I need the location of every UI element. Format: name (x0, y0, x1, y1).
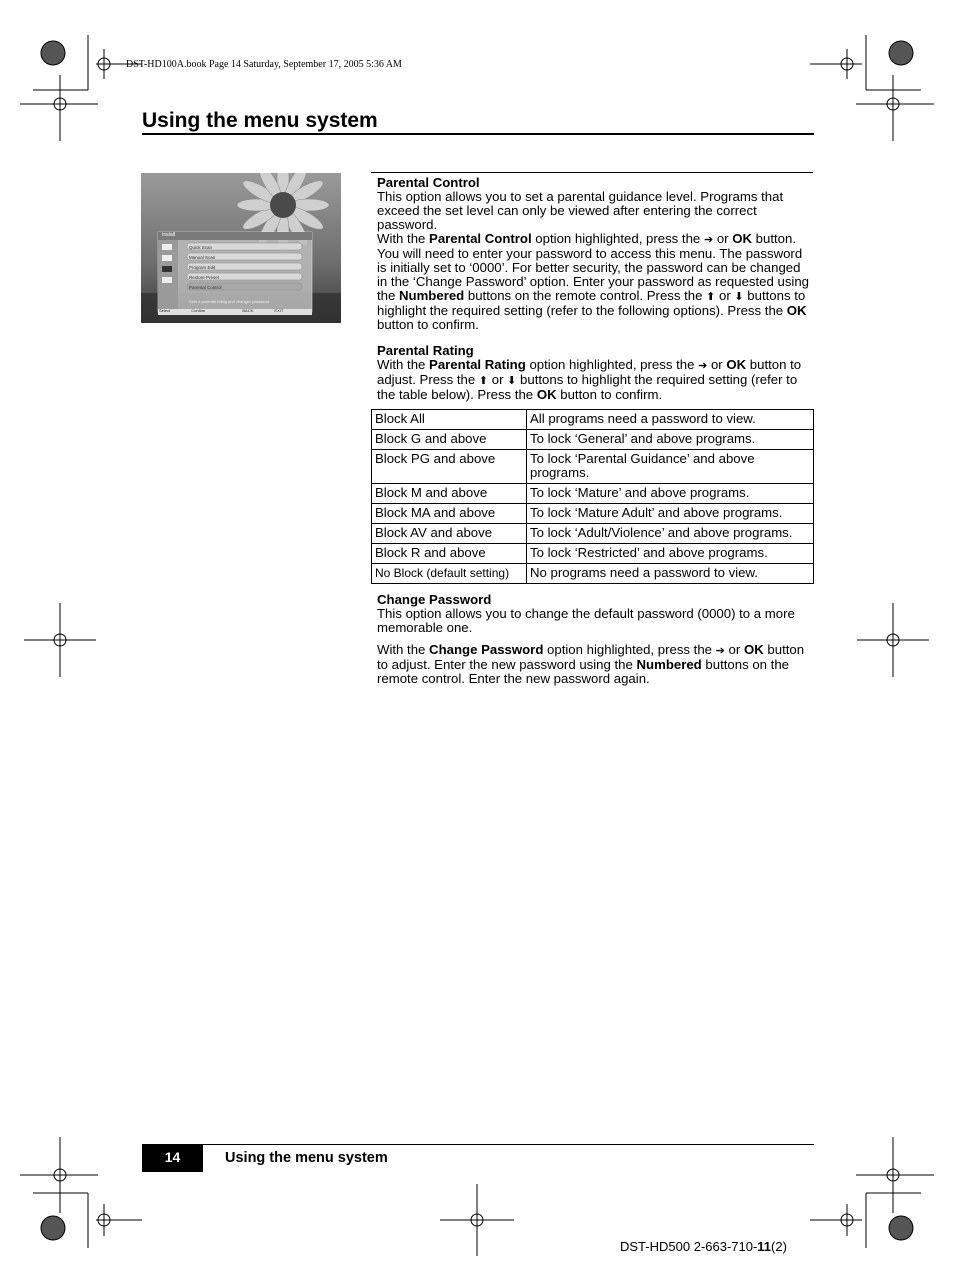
table-row (372, 484, 814, 504)
table-row (372, 544, 814, 564)
help-select-label: Select (159, 308, 171, 313)
menu-item: Manual Scan (189, 255, 216, 260)
rating-setting: Block M and above (372, 484, 527, 504)
rating-description: To lock ‘General’ and above programs. (527, 430, 814, 450)
parental-control-instructions: With the Parental Control option highlighted, press the ➔ or OK button. You will need to enter your password to access this menu. The password is initially set to ‘0000’. For better security, the password can be changed in the ‘Change Password’ option. Enter your password as requested using the Numbered buttons on the remote control. Press the ⬆ or ⬇ buttons to highlight the required setting (refer to the following options). Press the OK button to confirm. (377, 231, 810, 332)
change-password-intro: This option allows you to change the default password (0000) to a more memorable one. (377, 606, 795, 635)
right-arrow-icon: ➔ (715, 645, 725, 657)
help-confirm-label: Confirm (191, 308, 206, 313)
rating-description: All programs need a password to view. (527, 410, 814, 430)
rating-description: To lock ‘Mature Adult’ and above programs. (527, 504, 814, 524)
column-rule (371, 172, 813, 173)
rating-setting: Block AV and above (372, 524, 527, 544)
change-password-heading: Change Password (377, 592, 492, 607)
menu-item: Restore Preset (189, 275, 220, 280)
change-password-instructions: With the Change Password option highlighted, press the ➔ or OK button to adjust. Enter the new password using the Numbered buttons on the remote control. Enter the new password again. (377, 642, 805, 686)
down-arrow-icon: ⬇ (507, 375, 517, 387)
menu-panel-title: Install (162, 232, 176, 238)
model-number: DST-HD500 2-663-710-11(2) (620, 1239, 787, 1254)
help-exit-label: EXIT (274, 308, 284, 313)
parental-control-intro: This option allows you to set a parental guidance level. Programs that exceed the set level can only be viewed after entering the correct password. (377, 189, 784, 232)
table-row (372, 410, 814, 430)
up-arrow-icon: ⬆ (478, 375, 489, 387)
right-arrow-icon: ➔ (703, 234, 714, 246)
parental-control-section (377, 176, 813, 332)
page-number: 14 (142, 1145, 203, 1172)
footer-section-title: Using the menu system (225, 1150, 388, 1166)
rating-setting: Block G and above (372, 430, 527, 450)
menu-item-selected: Parental Control (189, 285, 222, 290)
rating-setting: Block All (372, 410, 527, 430)
rating-setting: No Block (default setting) (372, 564, 527, 584)
menu-item: Program Edit (189, 265, 216, 270)
rating-description: To lock ‘Adult/Violence’ and above programs. (527, 524, 814, 544)
rating-setting: Block R and above (372, 544, 527, 564)
rating-description: To lock ‘Restricted’ and above programs. (527, 544, 814, 564)
menu-screenshot (141, 173, 341, 323)
help-back-label: BACK (242, 308, 254, 313)
rating-setting: Block PG and above (372, 450, 527, 484)
rating-table (371, 409, 814, 584)
title-rule (142, 133, 814, 135)
right-arrow-icon: ➔ (698, 360, 708, 372)
footer-rule (142, 1144, 814, 1145)
rating-setting: Block MA and above (372, 504, 527, 524)
table-row (372, 450, 814, 484)
change-password-section (377, 593, 813, 686)
parental-rating-heading: Parental Rating (377, 343, 474, 358)
page-title: Using the menu system (142, 109, 378, 132)
table-row (372, 564, 814, 584)
menu-hint-text: Sets a parental rating and changes password (189, 299, 270, 304)
down-arrow-icon: ⬇ (734, 291, 744, 303)
table-row (372, 524, 814, 544)
parental-control-heading: Parental Control (377, 175, 480, 190)
menu-item-list (189, 243, 222, 293)
rating-description: No programs need a password to view. (527, 564, 814, 584)
menu-item: Quick Scan (189, 245, 213, 250)
table-row (372, 504, 814, 524)
parental-rating-instructions: With the Parental Rating option highlighted, press the ➔ or OK button to adjust. Press the ⬆ or ⬇ buttons to highlight the required setting (refer to the table below). Press the OK button to confirm. (377, 357, 802, 402)
rating-description: To lock ‘Mature’ and above programs. (527, 484, 814, 504)
menu-help-bar (159, 308, 283, 313)
rating-description: To lock ‘Parental Guidance’ and above programs. (527, 450, 814, 484)
table-row (372, 430, 814, 450)
up-arrow-icon: ⬆ (706, 291, 716, 303)
parental-rating-section (377, 344, 813, 402)
book-info-line: DST-HD100A.book Page 14 Saturday, September 17, 2005 5:36 AM (126, 59, 402, 70)
